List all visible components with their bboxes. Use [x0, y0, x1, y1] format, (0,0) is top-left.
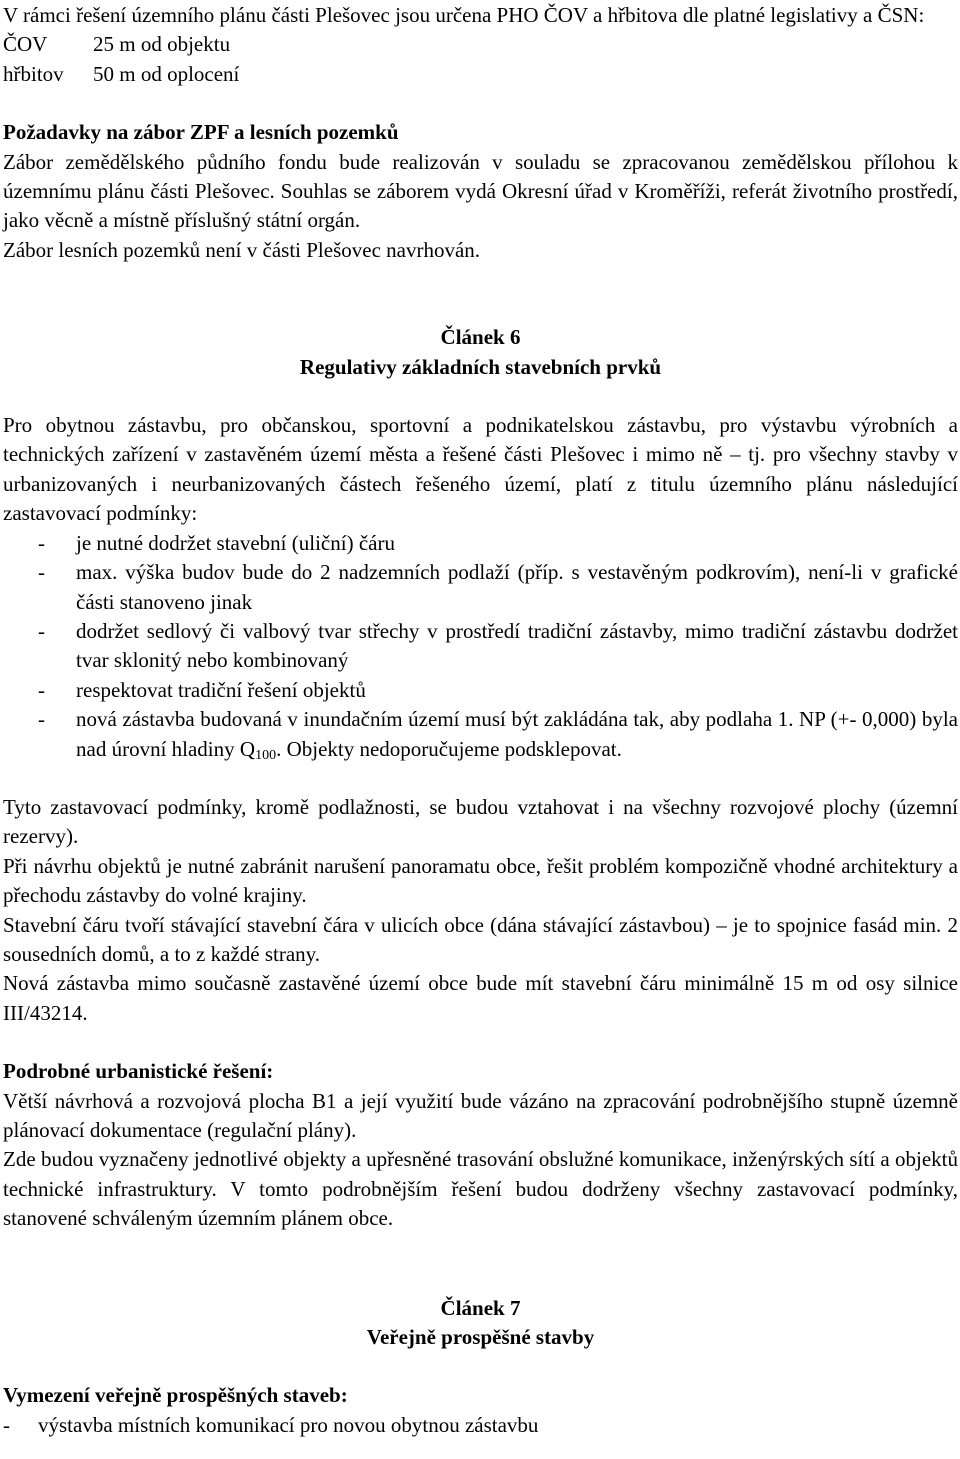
spacer: [3, 89, 958, 118]
list-item: [3, 1411, 958, 1440]
zpf-paragraph: Zábor zemědělského půdního fondu bude realizován v souladu se zpracovanou zemědělskou přílohou k územnímu plánu části Plešovec. Souhlas se záborem vydá Okresní úřad v Kroměříži, referát životního prostředí, jako věcně a místně příslušný státní orgán.: [3, 149, 958, 233]
pho-label: hřbitov: [3, 61, 64, 86]
article6-intro: Pro obytnou zástavbu, pro občanskou, sportovní a podnikatelskou zástavbu, pro výstavbu výrobních a technických zařízení v zastavěném území města a řešené části Plešovec i mimo ně – tj. pro všechny stavby v urbanizovaných i neurbanizovaných částech řešeného území, platí z titulu územního plánu následující zastavovací podmínky:: [3, 413, 958, 526]
dash-mark: -: [38, 677, 45, 702]
spacer: [3, 1028, 958, 1057]
article7-title: Veřejně prospěšné stavby: [366, 1325, 595, 1350]
flood-subscript: 100: [255, 747, 277, 763]
pho-row-cov: [3, 30, 958, 59]
conditions-list: [3, 529, 958, 764]
article6-paragraph: Nová zástavba mimo současně zastavěné území obce bude mít stavební čáru minimálně 15 m od osy silnice III/43214.: [3, 971, 958, 1025]
list-item: [3, 529, 958, 558]
list-item-text: výstavba místních komunikací pro novou obytnou zástavbu: [38, 1412, 539, 1437]
flood-text-before: nová zástavba budovaná v inundačním území musí být zakládána tak, aby podlaha 1. NP (+- 0,000) byla nad úrovní hladiny Q: [76, 707, 958, 761]
detail-paragraph: Větší návrhová a rozvojová plocha B1 a její využití bude vázáno na zpracování podrobnějšího stupně územně plánovací dokumentace (regulační plány).: [3, 1088, 958, 1142]
public-works-list: [3, 1411, 958, 1440]
zpf-forest: Zábor lesních pozemků není v části Plešovec navrhován.: [3, 237, 481, 262]
article6-title: Regulativy základních stavebních prvků: [299, 354, 662, 379]
dash-mark: -: [3, 1412, 10, 1437]
list-item: [3, 558, 958, 617]
pho-value: 25 m od objektu: [93, 32, 231, 57]
spacer: [3, 382, 958, 411]
list-item: [3, 676, 958, 705]
detail-paragraph: Zde budou vyznačeny jednotlivé objekty a upřesněné trasování obslužné komunikace, inženýrských sítí a objektů technické infrastruktury. V tomto podrobnějším řešení budou dodrženy všechny zastavovací podmínky, stanovené schváleným územním plánem obce.: [3, 1147, 958, 1231]
pho-label: ČOV: [3, 32, 48, 57]
detail-heading: Podrobné urbanistické řešení:: [3, 1059, 274, 1084]
article6-number: Článek 6: [440, 325, 521, 350]
dash-mark: -: [38, 530, 45, 555]
pho-row-cemetery: [3, 60, 958, 89]
list-item-text: max. výška budov bude do 2 nadzemních podlaží (příp. s vestavěným podkrovím), není-li v grafické části stanoveno jinak: [76, 560, 958, 614]
list-item-text: dodržet sedlový či valbový tvar střechy v prostředí tradiční zástavby, mimo tradiční zástavbu dodržet tvar sklonitý nebo kombinovaný: [76, 618, 958, 673]
article7-number: Článek 7: [440, 1295, 521, 1320]
dash-mark: -: [38, 560, 45, 585]
article7-subheading: Vymezení veřejně prospěšných staveb:: [3, 1383, 348, 1408]
spacer: [3, 1234, 958, 1294]
article6-paragraph: Tyto zastavovací podmínky, kromě podlažnosti, se budou vztahovat i na všechny rozvojové plochy (územní rezervy).: [3, 794, 958, 849]
pho-value: 50 m od oplocení: [93, 61, 240, 86]
list-item-text: je nutné dodržet stavební (uliční) čáru: [76, 530, 395, 555]
list-item-flood: [3, 705, 958, 764]
spacer: [3, 764, 958, 793]
list-item: [3, 617, 958, 676]
zpf-heading: Požadavky na zábor ZPF a lesních pozemků: [3, 120, 399, 145]
dash-mark: -: [38, 707, 45, 732]
intro-line: V rámci řešení územního plánu části Plešovec jsou určena PHO ČOV a hřbitova dle platné legislativy a ČSN:: [3, 3, 925, 27]
spacer: [3, 1352, 958, 1381]
list-item-text: respektovat tradiční řešení objektů: [76, 677, 366, 702]
dash-mark: -: [38, 618, 45, 643]
flood-text-after: . Objekty nedoporučujeme podsklepovat.: [276, 736, 622, 761]
article6-paragraph: Při návrhu objektů je nutné zabránit narušení panoramatu obce, řešit problém kompozičně vhodné architektury a přechodu zástavby do volné krajiny.: [3, 853, 958, 908]
article6-paragraph: Stavební čáru tvoří stávající stavební čára v ulicích obce (dána stávající zástavbou) – je to spojnice fasád min. 2 sousedních domů, a to z každé strany.: [3, 912, 958, 966]
spacer: [3, 265, 958, 323]
